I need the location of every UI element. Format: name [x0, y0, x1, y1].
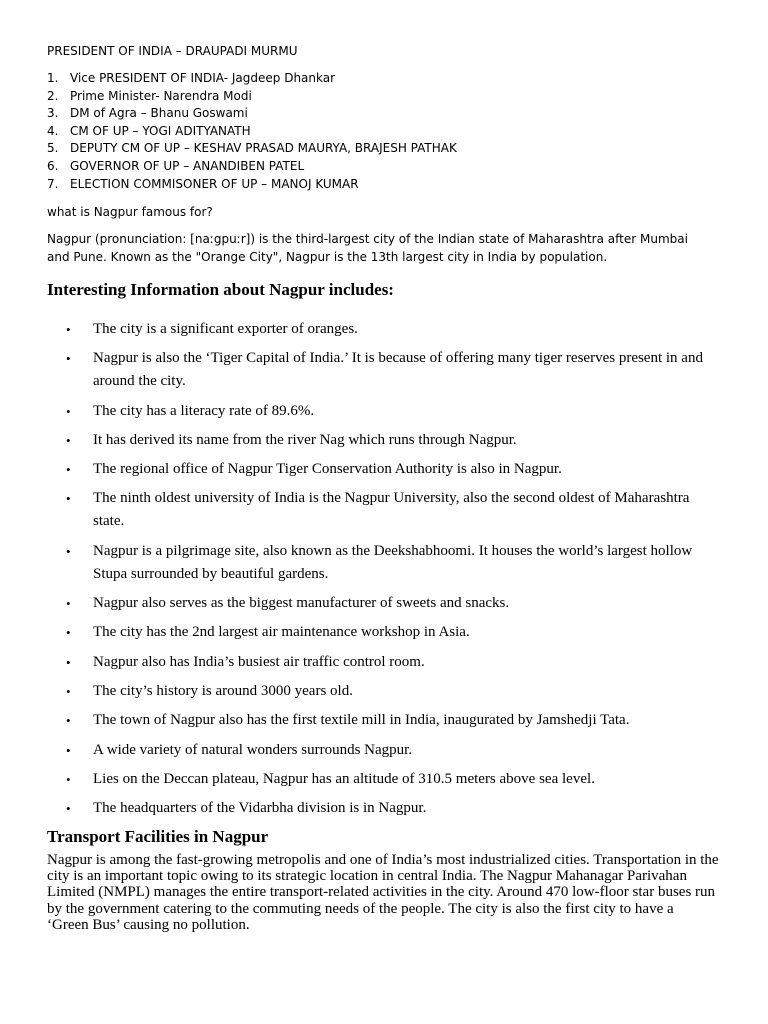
list-item: • The regional office of Nagpur Tiger Conservation Authority is also in Nagpur. [47, 458, 723, 481]
list-item-text: Vice PRESIDENT OF INDIA- Jagdeep Dhankar [70, 71, 336, 85]
list-item: • The city has the 2nd largest air maintenance workshop in Asia. [47, 621, 723, 644]
list-item [47, 105, 457, 123]
list-number: 6. [47, 158, 59, 173]
list-item [47, 70, 457, 88]
list-item: • The city’s history is around 3000 years old. [47, 680, 723, 703]
list-number: 2. [47, 88, 59, 103]
intro-paragraph: Nagpur (pronunciation: [naːgpuːr]) is the third-largest city of the Indian state of Maharashtra after Mumbai and Pune. Known as the "Orange City", Nagpur is the 13th largest city in India by population. [47, 232, 688, 264]
list-number: 1. [47, 71, 59, 85]
list-number: 7. [47, 176, 59, 191]
list-item: • Nagpur also serves as the biggest manufacturer of sweets and snacks. [47, 592, 723, 615]
list-item [47, 176, 457, 194]
list-number: 4. [47, 123, 59, 138]
list-item: • Nagpur is also the ‘Tiger Capital of India.’ It is because of offering many tiger reserves present in and around the city. [47, 347, 723, 393]
list-number: 5. [47, 141, 59, 156]
info-heading: Interesting Information about Nagpur includes: [47, 280, 394, 299]
list-item: • Nagpur also has India’s busiest air traffic control room. [47, 651, 723, 674]
list-item: • A wide variety of natural wonders surrounds Nagpur. [47, 739, 723, 762]
list-item-text: GOVERNOR OF UP – ANANDIBEN PATEL [70, 158, 305, 173]
list-item: • Nagpur is a pilgrimage site, also known as the Deekshabhoomi. It houses the world’s largest hollow Stupa surrounded by beautiful gardens. [47, 540, 723, 586]
list-item-text: DM of Agra – Bhanu Goswami [70, 106, 248, 121]
list-item [47, 123, 457, 141]
transport-heading: Transport Facilities in Nagpur [47, 827, 269, 846]
president-line: PRESIDENT OF INDIA – DRAUPADI MURMU [47, 44, 298, 58]
list-item [47, 158, 457, 176]
list-item [47, 88, 457, 106]
list-item: • Lies on the Deccan plateau, Nagpur has an altitude of 310.5 meters above sea level. [47, 768, 723, 791]
list-item [47, 140, 457, 158]
list-item: • The city is a significant exporter of oranges. [47, 318, 723, 341]
list-item: • The town of Nagpur also has the first textile mill in India, inaugurated by Jamshedji Tata. [47, 709, 723, 732]
list-item-text: Prime Minister- Narendra Modi [70, 88, 252, 103]
transport-paragraph: Nagpur is among the fast-growing metropolis and one of India’s most industrialized cities. Transportation in the city is an important topic owing to its strategic location in central India. The Nagpur Mahanagar Parivahan Limited (NMPL) manages the entire transport-related activities in the city. Around 470 low-floor star buses run by the government catering to the commuting needs of the people. The city is also the first city to have a ‘Green Bus’ causing no pollution. [47, 852, 719, 933]
question-line: what is Nagpur famous for? [47, 205, 213, 219]
list-item-text: DEPUTY CM OF UP – KESHAV PRASAD MAURYA, BRAJESH PATHAK [70, 141, 457, 156]
list-item-text: ELECTION COMMISONER OF UP – MANOJ KUMAR [70, 176, 359, 191]
list-item: • The city has a literacy rate of 89.6%. [47, 400, 723, 423]
list-item: • It has derived its name from the river Nag which runs through Nagpur. [47, 429, 723, 452]
list-item: • The headquarters of the Vidarbha division is in Nagpur. [47, 797, 723, 820]
facts-list [47, 318, 723, 826]
list-item-text: CM OF UP – YOGI ADITYANATH [70, 123, 251, 138]
list-item: • The ninth oldest university of India is the Nagpur University, also the second oldest of Maharashtra state. [47, 487, 723, 533]
officials-list [47, 70, 457, 193]
list-number: 3. [47, 106, 59, 121]
